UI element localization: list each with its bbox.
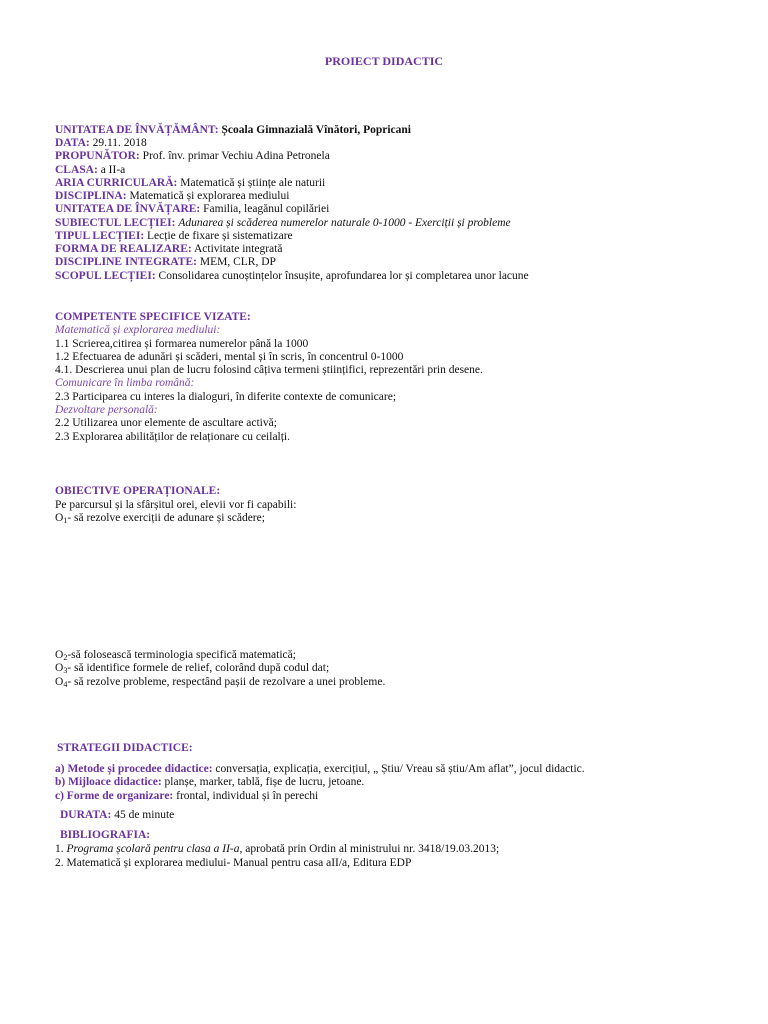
- obiectiv-3-index: 3: [63, 666, 68, 675]
- obiectiv-1: [55, 512, 265, 527]
- competenta-2-3-clr: 2.3 Participarea cu interes la dialoguri, în diferite contexte de comunicare;: [55, 391, 397, 403]
- bibliografie-item-2: 2. Matematică și explorarea mediului- Manual pentru casa aII/a, Editura EDP: [55, 857, 412, 869]
- obiectiv-4-text: - să rezolve probleme, respectând pașii de rezolvare a unei probleme.: [67, 676, 386, 688]
- data-value: 29.11. 2018: [92, 137, 147, 149]
- forme-label: c) Forme de organizare:: [55, 790, 174, 802]
- data-label: DATA:: [55, 137, 90, 149]
- obiectiv-3-letter: O: [55, 662, 64, 674]
- competenta-4-1: 4.1. Descrierea unui plan de lucru folosind câțiva termeni științifici, reprezentări prin desene.: [55, 364, 483, 376]
- document-title: PROIECT DIDACTIC: [324, 54, 444, 68]
- subiectul-row: [55, 217, 511, 230]
- aria-label: ARIA CURRICULARĂ:: [55, 177, 178, 189]
- propunator-value: Prof. înv. primar Vechiu Adina Petronela: [142, 150, 330, 162]
- durata-value: 45 de minute: [114, 809, 175, 821]
- disciplina-row: [55, 190, 289, 203]
- unitatea-invatare-label: UNITATEA DE ÎNVĂȚARE:: [55, 203, 201, 215]
- forma-row: [55, 243, 282, 256]
- metode-label: a) Metode și procedee didactice:: [55, 763, 213, 775]
- obiective-heading: OBIECTIVE OPERAȚIONALE:: [55, 485, 221, 497]
- forma-label: FORMA DE REALIZARE:: [55, 243, 192, 255]
- discipline-value: MEM, CLR, DP: [199, 256, 276, 268]
- tipul-value: Lecție de fixare și sistematizare: [147, 230, 293, 242]
- discipline-row: [55, 256, 276, 269]
- metode-row: [55, 763, 585, 776]
- durata-label: DURATA:: [60, 809, 112, 821]
- bibliografie-item-1-title: Programa școlară pentru clasa a II-a: [66, 843, 240, 855]
- unitatea-label: UNITATEA DE ÎNVĂȚĂMÂNT:: [55, 124, 219, 136]
- obiectiv-2-text: -să folosească terminologia specifică matematică;: [67, 649, 296, 661]
- forme-row: [55, 790, 318, 803]
- aria-value: Matematică și științe ale naturii: [180, 177, 326, 189]
- scopul-row: [55, 270, 529, 283]
- tipul-row: [55, 230, 293, 243]
- scopul-value: Consolidarea cunoștințelor însușite, aprofundarea lor și completarea unor lacune: [158, 270, 529, 282]
- clasa-value: a II-a: [100, 164, 126, 176]
- scopul-label: SCOPUL LECȚIEI:: [55, 270, 156, 282]
- competenta-1-2: 1.2 Efectuarea de adunări și scăderi, mental și în scris, în concentrul 0-1000: [55, 351, 404, 363]
- bibliografie-item-1-number: 1.: [55, 843, 67, 855]
- clasa-label: CLASA:: [55, 164, 98, 176]
- mijloace-label: b) Mijloace didactice:: [55, 776, 162, 788]
- competente-sub-clr: Comunicare în limba română:: [55, 377, 195, 389]
- obiectiv-2-index: 2: [63, 653, 68, 662]
- unitatea-row: [55, 124, 411, 137]
- propunator-row: [55, 150, 330, 163]
- competenta-2-2: 2.2 Utilizarea unor elemente de ascultare activă;: [55, 417, 277, 429]
- bibliografie-item-1: [55, 843, 499, 856]
- competente-sub-mem: Matematică și explorarea mediului:: [55, 324, 221, 336]
- competenta-2-3-dp: 2.3 Explorarea abilităților de relaționare cu ceilalți.: [55, 431, 291, 443]
- obiective-intro: Pe parcursul și la sfârșitul orei, elevii vor fi capabili:: [55, 499, 297, 511]
- bibliografie-item-1-details: , aprobată prin Ordin al ministrului nr. 3418/19.03.2013;: [239, 843, 500, 855]
- strategii-heading: STRATEGII DIDACTICE:: [57, 742, 193, 754]
- mijloace-value: planșe, marker, tablă, fișe de lucru, jetoane.: [164, 776, 365, 788]
- forma-value: Activitate integrată: [193, 243, 283, 255]
- competente-sub-dp: Dezvoltare personală:: [55, 404, 158, 416]
- aria-row: [55, 177, 325, 190]
- subiectul-label: SUBIECTUL LECȚIEI:: [55, 217, 176, 229]
- obiectiv-1-text: - să rezolve exerciții de adunare și scădere;: [67, 512, 265, 524]
- unitatea-invatare-value: Familia, leagănul copilăriei: [203, 203, 330, 215]
- clasa-row: [55, 164, 125, 177]
- obiectiv-3-text: - să identifice formele de relief, colorând după codul dat;: [67, 662, 330, 674]
- metode-value: conversația, explicația, exercițiul, „ Știu/ Vreau să știu/Am aflat”, jocul didactic.: [215, 763, 585, 775]
- obiectiv-4-index: 4: [63, 680, 68, 689]
- subiectul-value: Adunarea și scăderea numerelor naturale 0-1000 - Exerciții și probleme: [178, 217, 511, 229]
- discipline-label: DISCIPLINE INTEGRATE:: [55, 256, 197, 268]
- forme-value: frontal, individual și în perechi: [176, 790, 319, 802]
- propunator-label: PROPUNĂTOR:: [55, 150, 140, 162]
- durata-row: [60, 809, 174, 822]
- disciplina-value: Matematică și explorarea mediului: [129, 190, 290, 202]
- mijloace-row: [55, 776, 364, 789]
- unitatea-value: Școala Gimnazială Vînători, Popricani: [221, 124, 411, 136]
- obiectiv-4: [55, 676, 385, 691]
- disciplina-label: DISCIPLINA:: [55, 190, 127, 202]
- bibliografie-heading: BIBLIOGRAFIA:: [60, 829, 151, 841]
- obiectiv-2-letter: O: [55, 649, 64, 661]
- competenta-1-1: 1.1 Scrierea,citirea și formarea numerelor până la 1000: [55, 338, 309, 350]
- tipul-label: TIPUL LECȚIEI:: [55, 230, 145, 242]
- obiectiv-4-letter: O: [55, 676, 64, 688]
- competente-heading: COMPETENTE SPECIFICE VIZATE:: [55, 311, 251, 323]
- obiectiv-1-index: 1: [63, 516, 68, 525]
- unitatea-invatare-row: [55, 203, 329, 216]
- obiectiv-1-letter: O: [55, 512, 64, 524]
- data-row: [55, 137, 147, 150]
